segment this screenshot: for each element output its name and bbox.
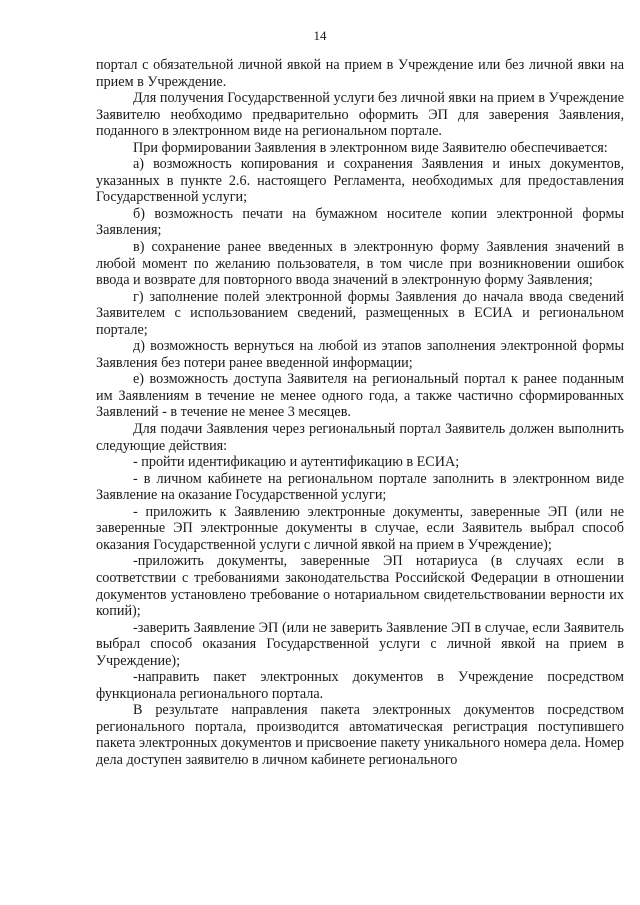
paragraph-actions-intro: Для подачи Заявления через региональный портал Заявитель должен выполнить следующие действия:: [96, 421, 624, 454]
paragraph-no-visit: Для получения Государственной услуги без личной явки на прием в Учреждение Заявителю необходимо предварительно оформить ЭП для заверения Заявления, поданного в электронном виде на региональном портале.: [96, 90, 624, 140]
action-item-esia: - пройти идентификацию и аутентификацию в ЕСИА;: [133, 454, 460, 471]
list-item-a: а) возможность копирования и сохранения Заявления и иных документов, указанных в пункте 2.6. настоящего Регламента, необходимых для предоставления Государственной услуги;: [96, 156, 624, 206]
action-item-sign: -заверить Заявление ЭП (или не заверить Заявление ЭП в случае, если Заявитель выбрал способ оказания Государственной услуги с личной явкой на прием в Учреждение);: [96, 619, 624, 669]
action-item-send: -направить пакет электронных документов в Учреждение посредством функционала регионального портала.: [96, 669, 624, 702]
list-item-d: д) возможность вернуться на любой из этапов заполнения электронной формы Заявления без потери ранее введенной информации;: [96, 338, 624, 371]
paragraph-continuation: портал с обязательной личной явкой на прием в Учреждение или без личной явки на прием в Учреждение.: [96, 57, 624, 90]
list-item-e: е) возможность доступа Заявителя на региональный портал к ранее поданным им Заявлениям в течение не менее одного года, а также частично сформированных Заявлений - в течение не менее 3 месяцев.: [96, 371, 624, 421]
document-body: [96, 57, 624, 769]
action-item-fill-form: - в личном кабинете на региональном портале заполнить в электронном виде Заявление на оказание Государственной услуги;: [96, 470, 624, 504]
action-item-attach-docs: - приложить к Заявлению электронные документы, заверенные ЭП (или не заверенные ЭП электронные документы в случае, если Заявитель выбрал способ оказания Государственной услуги с личной явкой на прием в Учреждение);: [96, 503, 624, 553]
list-item-g: г) заполнение полей электронной формы Заявления до начала ввода сведений Заявителем с использованием сведений, размещенных в ЕСИА и региональном портале;: [96, 288, 624, 338]
paragraph-form-intro: При формировании Заявления в электронном виде Заявителю обеспечивается:: [133, 139, 608, 156]
list-item-b: б) возможность печати на бумажном носителе копии электронной формы Заявления;: [96, 205, 624, 239]
action-item-notary-docs: -приложить документы, заверенные ЭП нотариуса (в случаях если в соответствии с требованиями законодательства Российской Федерации в отношении документов установлено требование о нотариальном свидетельствовании верности их копий);: [96, 553, 624, 620]
list-item-v: в) сохранение ранее введенных в электронную форму Заявления значений в любой момент по желанию пользователя, в том числе при возникновении ошибок ввода и возврате для повторного ввода значений в электронную форму Заявления;: [96, 239, 624, 289]
paragraph-result: В результате направления пакета электронных документов посредством регионального портала, производится автоматическая регистрация поступившего пакета электронных документов и присвоение пакету уникального номера дела. Номер дела доступен заявителю в личном кабинете регионального: [96, 702, 624, 768]
page-number: 14: [313, 28, 327, 43]
